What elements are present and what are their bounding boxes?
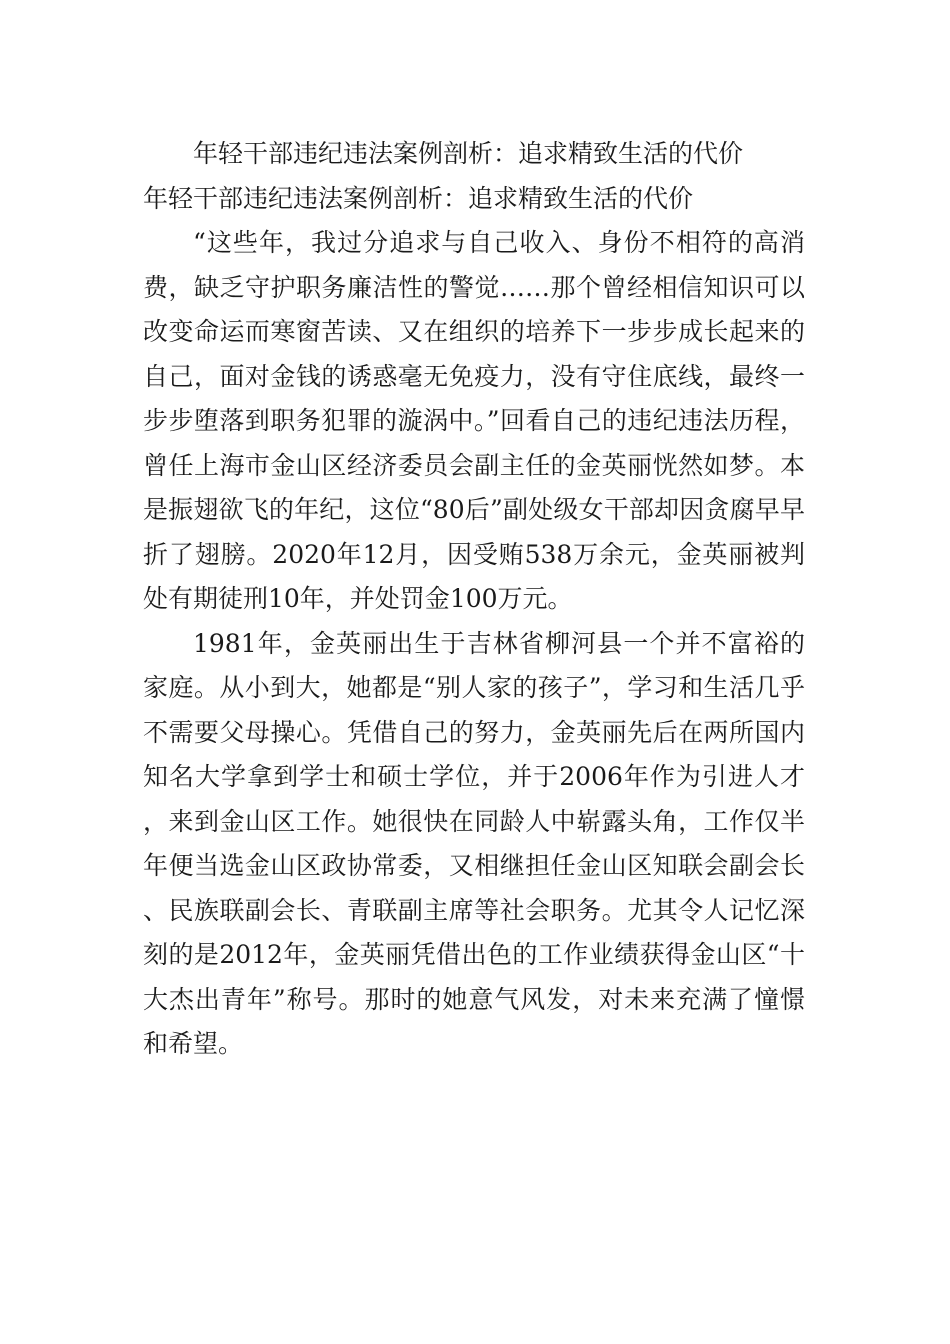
document-title: 年轻干部违纪违法案例剖析：追求精致生活的代价 — [193, 139, 744, 168]
document-body — [143, 132, 805, 1067]
paragraph-2: 1981年，金英丽出生于吉林省柳河县一个并不富裕的家庭。从小到大，她都是“别人家的孩子”，学习和生活几乎不需要父母操心。凭借自己的努力，金英丽先后在两所国内知名大学拿到学士和硕士学位，并于2006年作为引进人才，来到金山区工作。她很快在同龄人中崭露头角，工作仅半年便当选金山区政协常委，又相继担任金山区知联会副会长、民族联副会长、青联副主席等社会职务。尤其令人记忆深刻的是2012年，金英丽凭借出色的工作业绩获得金山区“十大杰出青年”称号。那时的她意气风发，对未来充满了憧憬和希望。 — [143, 628, 805, 1058]
document-title-repeat: 年轻干部违纪违法案例剖析：追求精致生活的代价 — [143, 183, 694, 213]
paragraph-1: “这些年，我过分追求与自己收入、身份不相符的高消费，缺乏守护职务廉洁性的警觉……那个曾经相信知识可以改变命运而寒窗苦读、又在组织的培养下一步步成长起来的自己，面对金钱的诱惑毫无免疫力，没有守住底线，最终一步步堕落到职务犯罪的漩涡中。”回看自己的违纪违法历程，曾任上海市金山区经济委员会副主任的金英丽恍然如梦。本是振翅欲飞的年纪，这位“80后”副处级女干部却因贪腐早早折了翅膀。2020年12月，因受贿538万余元，金英丽被判处有期徒刑10年，并处罚金100万元。 — [143, 228, 805, 613]
